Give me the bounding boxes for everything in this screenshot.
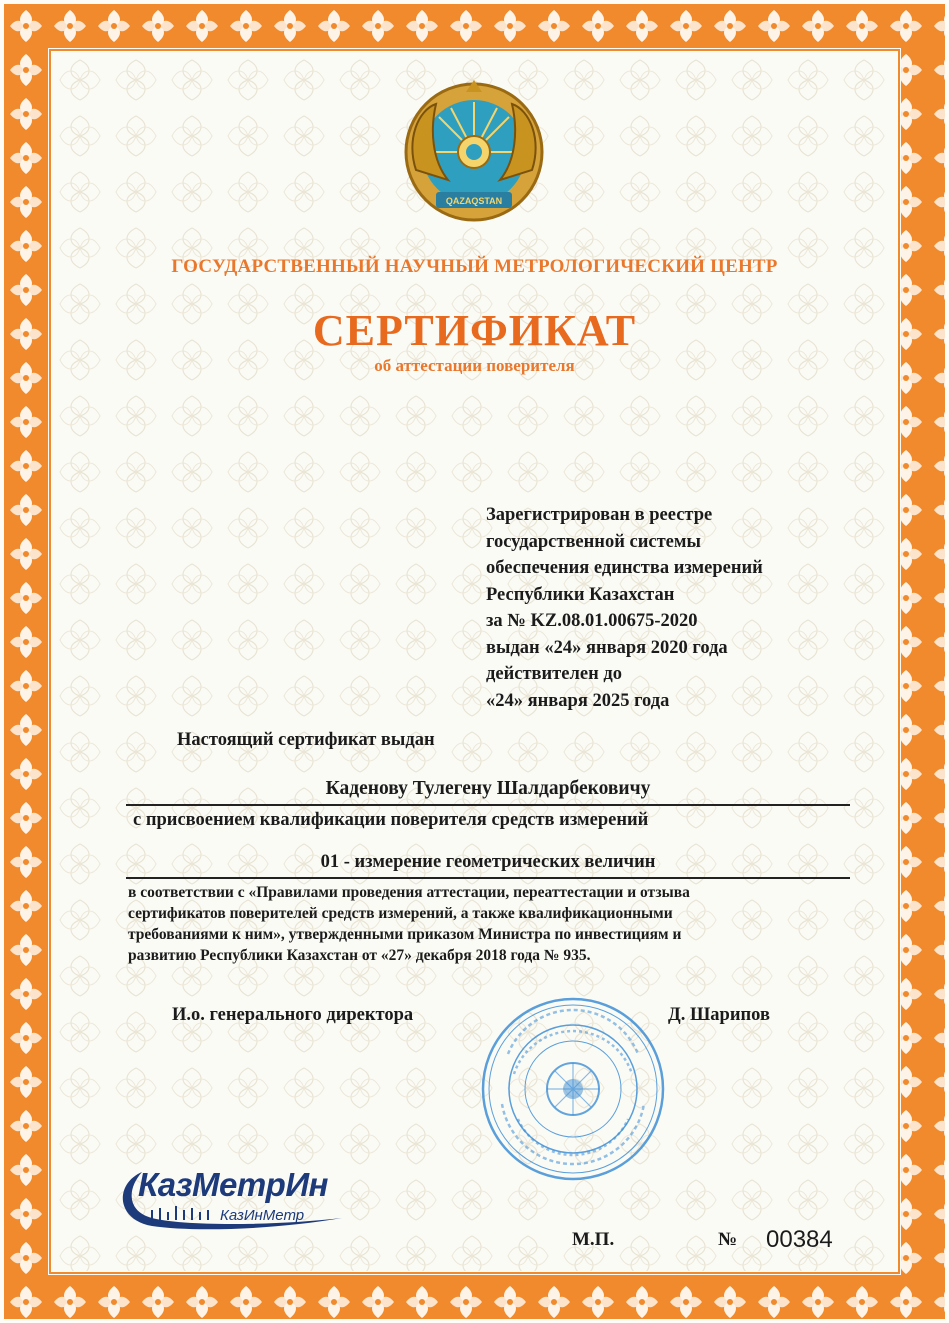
signatory-name: Д. Шарипов [668, 1005, 770, 1025]
basis-line: сертификатов поверителей средств измерений, а также квалификационными [128, 905, 673, 922]
kazmetrin-logo [112, 1160, 362, 1240]
basis-line: развитию Республики Казахстан от «27» декабря 2018 года № 935. [128, 947, 591, 964]
number-label: № [718, 1229, 738, 1250]
registry-line: за № KZ.08.01.00675-2020 [486, 611, 698, 631]
registry-line: действителен до [486, 664, 622, 684]
qualification-value: 01 - измерение геометрических величин [126, 852, 850, 879]
certificate-number: 00384 [766, 1226, 833, 1253]
certificate-subtitle: об аттестации поверителя [374, 356, 575, 375]
certificate-title: СЕРТИФИКАТ [312, 306, 637, 355]
recipient-name: Каденову Тулегену Шалдарбековичу [126, 778, 850, 806]
logo-sub-text: КазИнМетр [220, 1207, 305, 1224]
signatory-position: И.о. генерального директора [172, 1005, 414, 1025]
basis-line: требованиями к ним», утвержденными приказом Министра по инвестициям и [128, 926, 682, 943]
registry-line: государственной системы [486, 531, 701, 552]
qualification-label: с присвоением квалификации поверителя средств измерений [133, 810, 649, 830]
organization-name: ГОСУДАРСТВЕННЫЙ НАУЧНЫЙ МЕТРОЛОГИЧЕСКИЙ ЦЕНТР [171, 256, 778, 277]
kazakhstan-emblem-icon [396, 80, 552, 230]
basis-line: в соответствии с «Правилами проведения аттестации, переаттестации и отзыва [128, 884, 690, 901]
issued-label: Настоящий сертификат выдан [177, 730, 435, 750]
registry-line: Республики Казахстан [486, 584, 675, 605]
seal-place-label: М.П. [572, 1229, 615, 1250]
registry-line: «24» января 2025 года [486, 690, 670, 711]
legal-basis-text [128, 882, 848, 966]
official-seal-icon [478, 994, 668, 1184]
registry-line: Зарегистрирован в реестре [486, 505, 713, 525]
registry-line: выдан «24» января 2020 года [486, 637, 728, 658]
registry-line: обеспечения единства измерений [486, 558, 763, 578]
svg-text:QAZAQSTAN: QAZAQSTAN [445, 196, 503, 206]
registry-block [486, 502, 846, 714]
logo-main-text: КазМетрИн [138, 1166, 328, 1203]
